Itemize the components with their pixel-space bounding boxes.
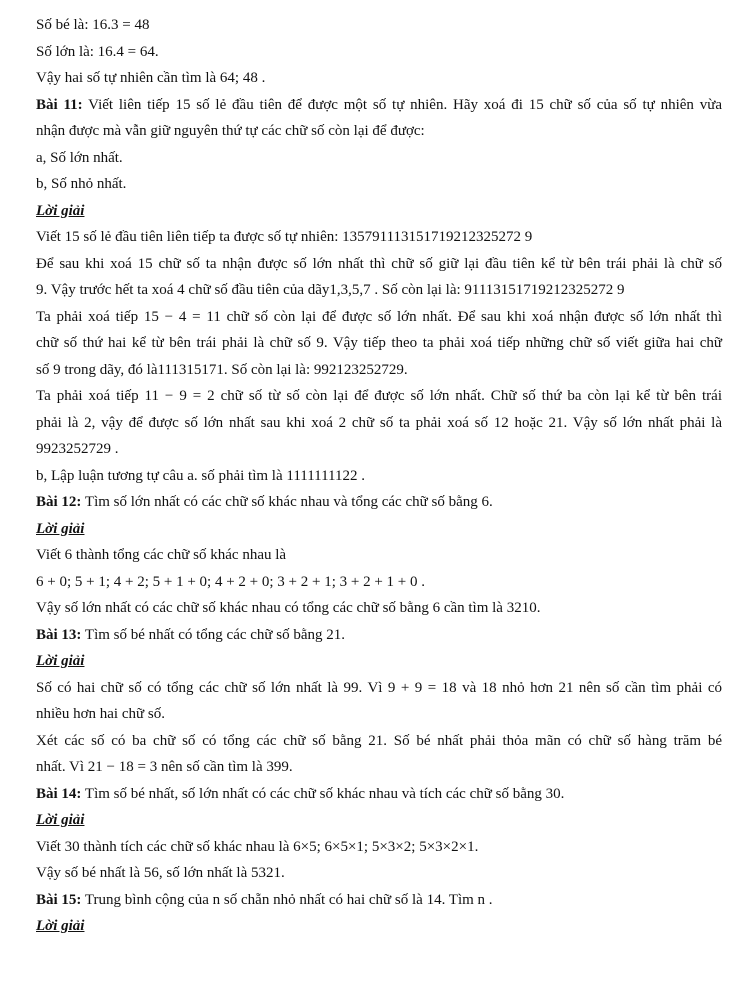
- text-line: [36, 65, 722, 92]
- text-line: [36, 834, 722, 861]
- text-line: [36, 118, 722, 145]
- line-text: Số có hai chữ số có tổng các chữ số lớn nhất là 99. Vì 9 + 9 = 18 và 18 nhỏ hơn 21 nên số cần tìm phải có: [36, 679, 722, 696]
- text-line: [36, 224, 722, 251]
- exercise-label: Bài 14:: [36, 785, 82, 802]
- text-line: [36, 12, 722, 39]
- exercise-label: Bài 12:: [36, 494, 82, 510]
- line-text: chữ số thứ hai kể từ bên trái phải là chữ số 9. Vậy tiếp theo ta phải xoá tiếp những chữ số viết giữa hai chữ: [36, 335, 722, 351]
- line-text: b, Lập luận tương tự câu a. số phải tìm là 1111111122 .: [36, 467, 365, 484]
- exercise-label: Bài 13:: [36, 626, 82, 643]
- line-text: b, Số nhỏ nhất.: [36, 176, 127, 192]
- text-line: [36, 860, 722, 887]
- exercise-line: [36, 887, 722, 914]
- text-line: [36, 542, 722, 569]
- line-text: Ta phải xoá tiếp 15 − 4 = 11 chữ số còn lại để được số lớn nhất. Để sau khi xoá nhận được số lớn nhất thì: [36, 308, 722, 325]
- exercise-label: Bài 15:: [36, 891, 82, 908]
- line-text: 9923252729 .: [36, 441, 119, 457]
- text-line: [36, 251, 722, 278]
- line-text: Trung bình cộng của n số chẵn nhỏ nhất có hai chữ số là 14. Tìm n .: [81, 891, 493, 908]
- text-line: [36, 728, 722, 755]
- exercise-label: Bài 11:: [36, 96, 83, 113]
- text-line: [36, 410, 722, 437]
- line-text: Tìm số bé nhất, số lớn nhất có các chữ số khác nhau và tích các chữ số bằng 30.: [81, 785, 565, 802]
- exercise-line: [36, 92, 722, 119]
- line-text: Vậy số lớn nhất có các chữ số khác nhau có tổng các chữ số bằng 6 cần tìm là 3210.: [36, 600, 541, 616]
- text-line: [36, 357, 722, 384]
- solution-heading: [36, 807, 722, 834]
- text-line: [36, 675, 722, 702]
- text-line: [36, 330, 722, 357]
- line-text: Viết 6 thành tổng các chữ số khác nhau là: [36, 547, 287, 563]
- line-text: nhiều hơn hai chữ số.: [36, 706, 165, 722]
- solution-heading: [36, 648, 722, 675]
- text-line: [36, 463, 722, 490]
- text-line: [36, 569, 722, 596]
- line-text: 9. Vậy trước hết ta xoá 4 chữ số đầu tiên của dãy1,3,5,7 . Số còn lại là: 91113151719212325272 9: [36, 282, 625, 298]
- solution-heading: [36, 516, 722, 543]
- line-text: Để sau khi xoá 15 chữ số ta nhận được số lớn nhất thì chữ số giữ lại đầu tiên kể từ bên trái phải là chữ số: [36, 255, 722, 272]
- line-text: Vậy số bé nhất là 56, số lớn nhất là 5321.: [36, 865, 285, 881]
- solution-heading-text: Lời giải: [36, 653, 85, 669]
- line-text: phải là 2, vậy để được số lớn nhất sau khi xoá 2 chữ số ta phải xoá số 12 hoặc 21. Vậy số lớn nhất phải là: [36, 414, 722, 431]
- solution-heading: [36, 913, 722, 940]
- line-text: Tìm số bé nhất có tổng các chữ số bằng 21.: [81, 626, 346, 643]
- line-text: nhất. Vì 21 − 18 = 3 nên số cần tìm là 399.: [36, 759, 293, 775]
- exercise-line: [36, 622, 722, 649]
- line-text: Số bé là: 16.3 = 48: [36, 17, 150, 33]
- line-text: Vậy hai số tự nhiên cần tìm là 64; 48 .: [36, 70, 266, 86]
- text-line: [36, 754, 722, 781]
- line-text: Viết 15 số lẻ đầu tiên liên tiếp ta được số tự nhiên: 135791113151719212325272 9: [36, 229, 533, 245]
- solution-heading-text: Lời giải: [36, 520, 85, 537]
- line-text: Viết 30 thành tích các chữ số khác nhau là 6×5; 6×5×1; 5×3×2; 5×3×2×1.: [36, 838, 479, 855]
- line-text: nhận được mà vẫn giữ nguyên thứ tự các chữ số còn lại để được:: [36, 123, 425, 139]
- text-line: [36, 171, 722, 198]
- solution-heading-text: Lời giải: [36, 812, 85, 828]
- line-text: 6 + 0; 5 + 1; 4 + 2; 5 + 1 + 0; 4 + 2 + 0; 3 + 2 + 1; 3 + 2 + 1 + 0 .: [36, 573, 426, 590]
- exercise-line: [36, 489, 722, 516]
- line-text: Số lớn là: 16.4 = 64.: [36, 43, 159, 60]
- exercise-line: [36, 781, 722, 808]
- line-text: Ta phải xoá tiếp 11 − 9 = 2 chữ số từ số còn lại để được số lớn nhất. Chữ số thứ ba còn lại kể từ bên trái: [36, 388, 722, 404]
- line-text: số 9 trong dãy, đó là111315171. Số còn lại là: 992123252729.: [36, 361, 408, 378]
- solution-heading-text: Lời giải: [36, 918, 85, 934]
- line-text: a, Số lớn nhất.: [36, 149, 123, 166]
- text-line: [36, 595, 722, 622]
- text-line: [36, 436, 722, 463]
- solution-heading-text: Lời giải: [36, 202, 85, 219]
- line-text: Xét các số có ba chữ số có tổng các chữ số bằng 21. Số bé nhất phải thỏa mãn có chữ số hàng trăm bé: [36, 732, 722, 749]
- text-line: [36, 145, 722, 172]
- line-text: Viết liên tiếp 15 số lẻ đầu tiên để được một số tự nhiên. Hãy xoá đi 15 chữ số của số tự nhiên vừa: [82, 96, 722, 113]
- text-line: [36, 701, 722, 728]
- document-page: [36, 12, 722, 940]
- text-line: [36, 39, 722, 66]
- line-text: Tìm số lớn nhất có các chữ số khác nhau và tổng các chữ số bằng 6.: [81, 494, 493, 510]
- text-line: [36, 383, 722, 410]
- text-line: [36, 304, 722, 331]
- text-line: [36, 277, 722, 304]
- solution-heading: [36, 198, 722, 225]
